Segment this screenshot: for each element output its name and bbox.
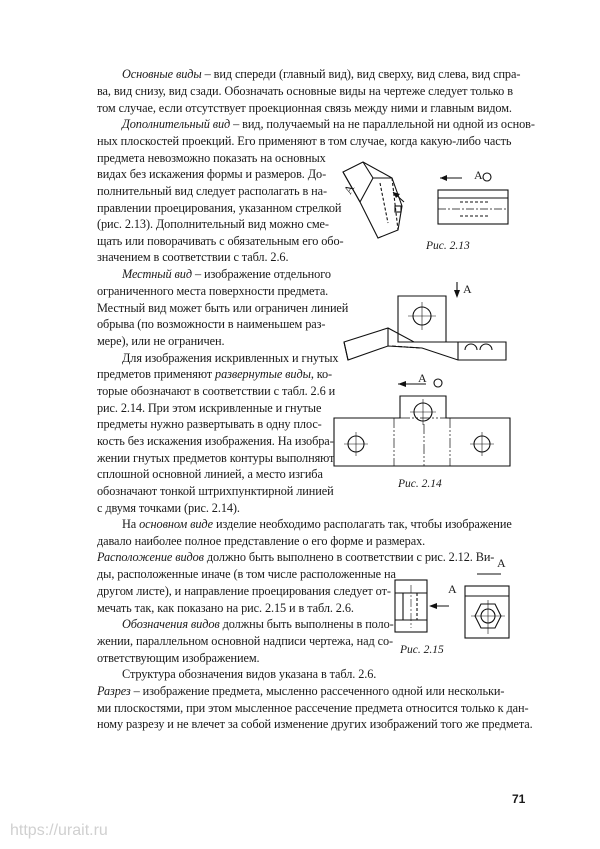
figure-2-14-caption: Рис. 2.14 <box>398 478 442 490</box>
text-line <box>97 650 259 666</box>
text-line <box>97 183 327 199</box>
text-line <box>122 350 338 366</box>
text-span: , ко- <box>310 367 333 381</box>
figure-2-14-label-a-top: A <box>463 282 472 296</box>
text-span: мечать так, как показано на рис. 2.15 и в табл. 2.6. <box>97 601 354 615</box>
text-span: ды, расположенные иначе (в том числе расположенные на <box>97 567 396 581</box>
text-span: Структура обозначения видов указана в табл. 2.6. <box>122 667 377 681</box>
text-span: Местный вид может быть или ограничен линией <box>97 301 349 315</box>
text-span: предметов применяют <box>97 367 216 381</box>
text-span: должно быть выполнено в соответствии с рис. 2.12. Ви- <box>203 550 495 564</box>
text-span: – вид спереди (главный вид), вид сверху, вид слева, вид спра- <box>201 67 521 81</box>
text-line <box>97 300 348 316</box>
text-span: предмета невозможно показать на основных <box>97 151 326 165</box>
text-line <box>97 466 323 482</box>
text-span: щать или поворачивать с обязательным его обо- <box>97 234 344 248</box>
text-line <box>97 700 528 716</box>
text-span: изделие необходимо располагать так, чтобы изображение <box>213 517 512 531</box>
figure-2-15-label-a-top: A <box>497 556 506 570</box>
text-line <box>97 400 321 416</box>
text-line <box>97 283 328 299</box>
text-line <box>97 450 334 466</box>
text-line <box>122 116 535 132</box>
text-line <box>97 366 332 382</box>
text-span: ми плоскостями, при этом мысленное рассечение предмета относится только к дан- <box>97 701 529 715</box>
term-italic: Расположение видов <box>97 550 204 564</box>
text-span: – изображение отдельного <box>191 267 331 281</box>
text-span: ответствующим изображением. <box>97 651 260 665</box>
text-line <box>97 633 393 649</box>
text-line <box>97 166 326 182</box>
text-span: предметы нужно развертывать в одну плос- <box>97 417 322 431</box>
term-italic: развернутые виды <box>215 367 311 381</box>
text-line <box>97 216 329 232</box>
text-line <box>97 249 288 265</box>
text-line <box>97 100 512 116</box>
text-span: правлении проецирования, указанном стрелкой <box>97 201 342 215</box>
text-line <box>97 533 425 549</box>
watermark: https://urait.ru <box>10 822 108 839</box>
text-line <box>97 333 224 349</box>
text-span: с двумя точками (рис. 2.14). <box>97 501 240 515</box>
text-span: значением в соответствии с табл. 2.6. <box>97 250 289 264</box>
term-italic: Основные виды <box>122 67 202 81</box>
text-span: ва, вид снизу, вид сзади. Обозначать основные виды на чертеже следует только в <box>97 84 513 98</box>
text-line <box>97 500 240 516</box>
text-span: видах без искажения формы и размеров. До- <box>97 167 327 181</box>
text-span: кость без искажения изображения. На изобра- <box>97 434 334 448</box>
text-line <box>122 666 376 682</box>
text-span: давало наиболее полное представление о его форме и размерах. <box>97 534 426 548</box>
figure-2-13-label-a-top: A <box>474 168 483 182</box>
text-span: сплошной основной линией, а место изгиба <box>97 467 323 481</box>
term-italic: Разрез <box>97 684 131 698</box>
text-line <box>97 150 326 166</box>
text-line <box>97 383 335 399</box>
text-span: жении гнутых предметов контуры выполняют <box>97 451 335 465</box>
text-line <box>97 416 322 432</box>
text-span: Для изображения искривленных и гнутых <box>122 351 339 365</box>
text-span: ограниченного места поверхности предмета. <box>97 284 329 298</box>
text-line <box>122 616 394 632</box>
text-span: (рис. 2.13). Дополнительный вид можно сме- <box>97 217 329 231</box>
term-italic: Местный вид <box>122 267 192 281</box>
figure-2-15-caption: Рис. 2.15 <box>400 644 444 656</box>
text-line <box>97 433 334 449</box>
term-italic: основном виде <box>139 517 214 531</box>
text-line <box>97 233 343 249</box>
text-span: должны быть выполнены в поло- <box>219 617 394 631</box>
text-span: обозначают тонкой штрихпунктирной линией <box>97 484 334 498</box>
text-line <box>122 516 512 532</box>
text-span: полнительный вид следует располагать в на- <box>97 184 327 198</box>
text-span: другом листе), и направление проецирования следует от- <box>97 584 391 598</box>
text-line <box>97 83 513 99</box>
text-span: обрыва (по возможности в наименьшем раз- <box>97 317 326 331</box>
text-span: – вид, получаемый на не параллельной ни одной из основ- <box>230 117 535 131</box>
figure-2-13-caption: Рис. 2.13 <box>426 240 470 252</box>
text-line <box>97 133 511 149</box>
text-span: мере), или не ограничен. <box>97 334 225 348</box>
text-span: ному разрезу и не влечет за собой изменение других изображений того же предмета. <box>97 717 533 731</box>
text-line <box>97 683 504 699</box>
text-span: ных плоскостей проекций. Его применяют в том случае, когда какую-либо часть <box>97 134 512 148</box>
figure-2-14-developed-view <box>330 374 515 474</box>
figure-2-15-label-a-arrow: A <box>448 582 457 596</box>
text-span: На <box>122 517 140 531</box>
term-italic: Обозначения видов <box>122 617 220 631</box>
text-span: – изображение предмета, мысленно рассеченного одной или нескольки- <box>130 684 505 698</box>
text-line <box>97 600 354 616</box>
text-span: рис. 2.14. При этом искривленные и гнутые <box>97 401 322 415</box>
text-line <box>122 266 331 282</box>
figure-2-13-label-a-arrow: A <box>340 181 358 197</box>
text-span: том случае, если отсутствует проекционная связь между ними и главным видом. <box>97 101 512 115</box>
page-number: 71 <box>512 792 526 806</box>
text-line <box>97 566 396 582</box>
text-line <box>97 200 341 216</box>
figure-2-15 <box>393 560 518 640</box>
text-span: торые обозначают в соответствии с табл. 2.6 и <box>97 384 336 398</box>
text-line <box>97 716 533 732</box>
text-line <box>122 66 520 82</box>
text-span: жении, параллельном основной надписи чертежа, над со- <box>97 634 393 648</box>
text-line <box>97 316 325 332</box>
text-line <box>97 483 334 499</box>
text-line <box>97 583 391 599</box>
term-italic: Дополнительный вид <box>122 117 231 131</box>
figure-2-13 <box>340 158 510 258</box>
figure-2-14-label-a-view: A <box>418 371 427 385</box>
